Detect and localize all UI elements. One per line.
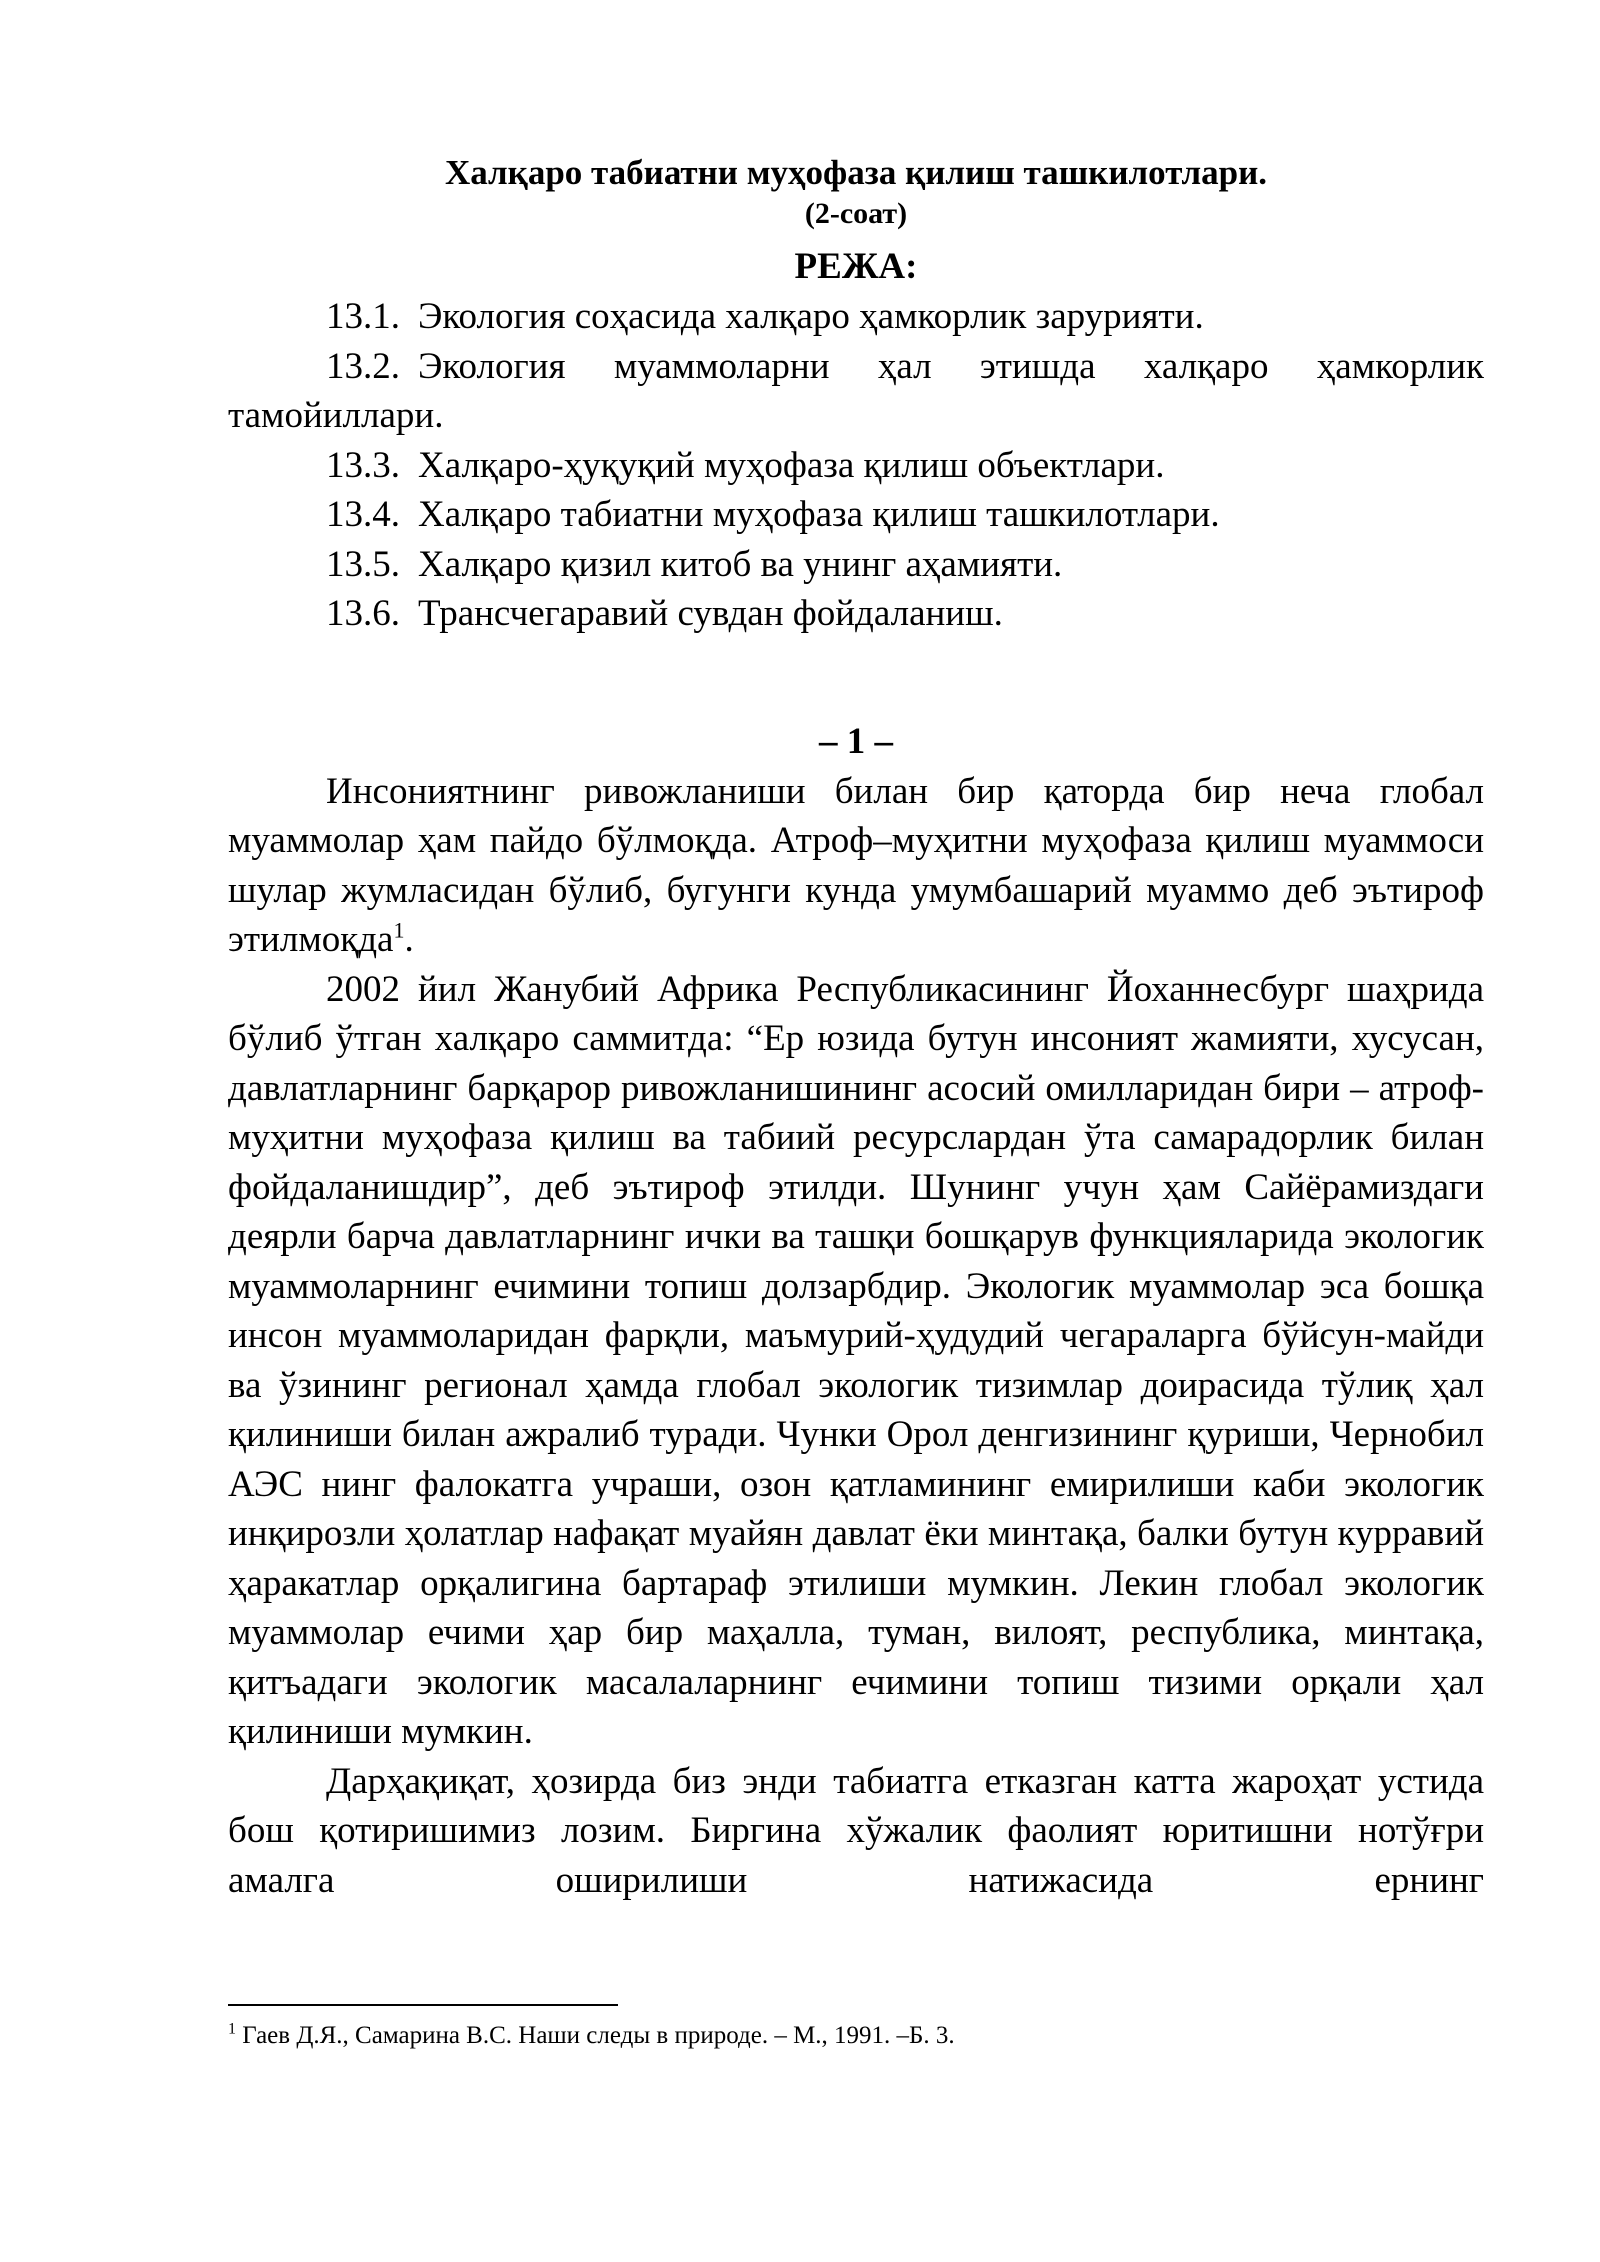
plan-item	[228, 490, 1484, 540]
paragraph-text: Дарҳақиқат, ҳозирда биз энди табиатга етказган катта жароҳат устида бош қотиришимиз лозим. Биргина хўжалик фаолият юритишни нотўғри амалга оширилиши натижасида ернинг	[228, 1760, 1484, 1901]
plan-item-text: Экология муаммоларни ҳал этишда халқаро ҳамкорлик тамойиллари.	[228, 345, 1484, 436]
plan-item-text: Халқаро-ҳуқуқий муҳофаза қилиш объектлари.	[418, 444, 1165, 486]
plan-item-text: Халқаро табиатни муҳофаза қилиш ташкилотлари.	[418, 494, 1220, 535]
footnote-reference: 1	[393, 917, 405, 943]
plan-item-number: 13.4.	[326, 494, 400, 535]
body-paragraph	[228, 1757, 1484, 1906]
plan-list	[228, 292, 1484, 639]
plan-item	[228, 441, 1484, 491]
document-subtitle: (2-соат)	[804, 197, 908, 230]
body-paragraph	[228, 767, 1484, 965]
document-title: Халқаро табиатни муҳофаза қилиш ташкилотлари.	[444, 153, 1268, 192]
paragraph-tail: .	[404, 919, 414, 960]
plan-item	[228, 540, 1484, 590]
section-marker: – 1 –	[819, 720, 893, 762]
paragraph-text: 2002 йил Жанубий Африка Республикасининг Йоханнесбург шаҳрида бўлиб ўтган халқаро саммитда: “Ер юзида бутун инсоният жамияти, хусусан, давлатларнинг барқарор ривожланишининг асосий омилларидан бири – атроф-муҳитни муҳофаза қилиш ва табиий ресурслардан ўта самарадорлик билан фойдаланишдир”, деб эътироф этилди. Шунинг учун ҳам Сайёрамиздаги деярли барча давлатларнинг ички ва ташқи бошқарув функцияларида экологик муаммоларнинг ечимини топиш долзарбдир. Экологик муаммолар эса бошқа инсон муаммоларидан фарқли, маъмурий-ҳудудий чегараларга бўйсун-майди ва ўзининг регионал ҳамда глобал экологик тизимлар доирасида тўлиқ ҳал қилиниши билан ажралиб туради. Чунки Орол денгизининг қуриши, Чернобил АЭС нинг фалокатга учраши, озон қатламининг емирилиши каби экологик инқирозли ҳолатлар нафақат муайян давлат ёки минтақа, балки бутун курравий ҳаракатлар орқалигина бартараф этилиши мумкин. Лекин глобал экологик муаммолар ечими ҳар бир маҳалла, туман, вилоят, республика, минтақа, қитъадаги экологик масалаларнинг ечимини топиш тизими орқали ҳал қилиниши мумкин.	[228, 968, 1484, 1752]
footnote-text: Гаев Д.Я., Самарина В.С. Наши следы в природе. – М., 1991. –Б. 3.	[242, 2022, 955, 2049]
plan-heading: РЕЖА:	[794, 246, 918, 287]
plan-item	[228, 292, 1484, 342]
footnote	[228, 2020, 955, 2052]
body-paragraph	[228, 965, 1484, 1757]
plan-item-number: 13.5.	[326, 543, 400, 585]
document-page	[228, 152, 1484, 1905]
plan-item-text: Экология соҳасида халқаро ҳамкорлик зарурияти.	[418, 296, 1204, 337]
footnote-marker: 1	[228, 2020, 236, 2038]
plan-item-number: 13.3.	[326, 444, 400, 486]
footnote-separator	[228, 2004, 618, 2006]
plan-item	[228, 342, 1484, 441]
plan-item-number: 13.6.	[326, 593, 400, 634]
plan-item-number: 13.1.	[326, 296, 400, 337]
plan-item-text: Халқаро қизил китоб ва унинг аҳамияти.	[418, 543, 1063, 585]
plan-item-number: 13.2.	[326, 345, 400, 387]
plan-item-text: Трансчегаравий сувдан фойдаланиш.	[418, 593, 1003, 634]
plan-item	[228, 589, 1484, 639]
paragraph-text: Инсониятнинг ривожланиши билан бир қаторда бир неча глобал муаммолар ҳам пайдо бўлмоқда. Атроф–муҳитни муҳофаза қилиш муаммоси шулар жумласидан бўлиб, бугунги кунда умумбашарий муаммо деб эътироф этилмоқда	[228, 770, 1484, 960]
